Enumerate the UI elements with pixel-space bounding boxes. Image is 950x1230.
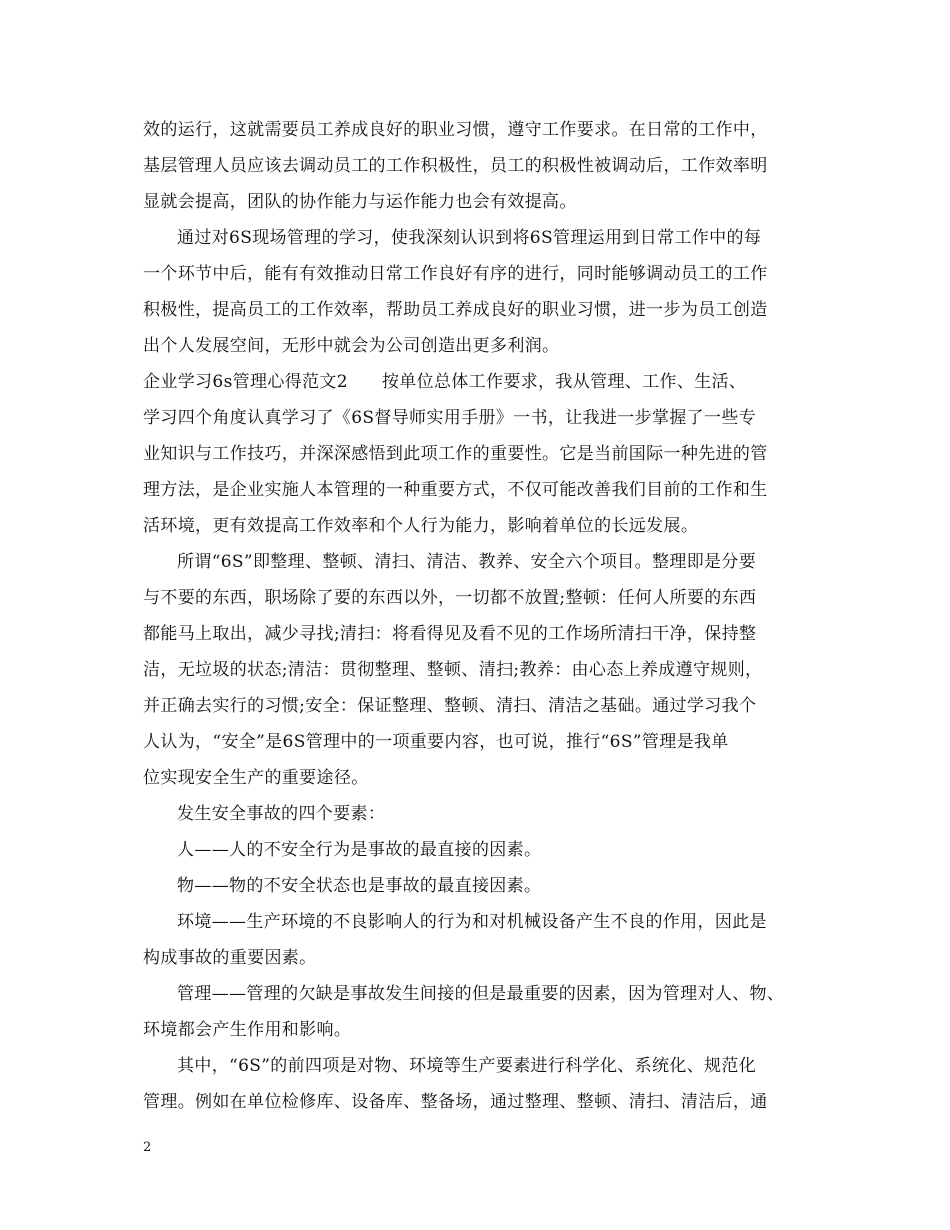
section-heading: 企业学习6s管理心得范文2: [143, 372, 348, 392]
page-number: 2: [143, 1140, 152, 1155]
body-line: 所谓“6S”即整理、整顿、清扫、清洁、教养、安全六个项目。整理即是分要: [177, 552, 757, 572]
body-line: 效的运行，这就需要员工养成良好的职业习惯，遵守工作要求。在日常的工作中，: [143, 120, 768, 140]
body-line: 管理。例如在单位检修库、设备库、整备场，通过整理、整顿、清扫、清洁后，通: [143, 1092, 768, 1112]
body-line: 并正确去实行的习惯;安全：保证整理、整顿、清扫、清洁之基础。通过学习我个: [143, 696, 757, 716]
body-line: 基层管理人员应该去调动员工的工作积极性，员工的积极性被调动后，工作效率明: [143, 156, 768, 176]
body-line: 都能马上取出，减少寻找;清扫：将看得见及看不见的工作场所清扫干净，保持整: [143, 624, 757, 644]
section-heading-line: [143, 371, 746, 393]
body-line: 通过对6S现场管理的学习，使我深刻认识到将6S管理运用到日常工作中的每: [177, 228, 762, 248]
body-line: 其中，“6S”的前四项是对物、环境等生产要素进行科学化、系统化、规范化: [177, 1056, 757, 1076]
body-line: 物——物的不安全状态也是事故的最直接因素。: [177, 876, 542, 896]
body-line: 环境都会产生作用和影响。: [143, 1020, 352, 1040]
body-line: 人——人的不安全行为是事故的最直接的因素。: [177, 840, 542, 860]
body-line: 与不要的东西，职场除了要的东西以外，一切都不放置;整顿：任何人所要的东西: [143, 588, 757, 608]
body-line: 管理——管理的欠缺是事故发生间接的但是最重要的因素，因为管理对人、物、: [177, 984, 785, 1004]
body-line: 学习四个角度认真学习了《6S督导师实用手册》一书，让我进一步掌握了一些专: [143, 408, 757, 428]
body-line: 业知识与工作技巧，并深深感悟到此项工作的重要性。它是当前国际一种先进的管: [143, 444, 768, 464]
body-line: 发生安全事故的四个要素：: [177, 804, 386, 824]
body-line: 位实现安全生产的重要途径。: [143, 768, 369, 788]
body-line: 环境——生产环境的不良影响人的行为和对机械设备产生不良的作用，因此是: [177, 912, 767, 932]
body-line: 一个环节中后，能有有效推动日常工作良好有序的进行，同时能够调动员工的工作: [143, 264, 768, 284]
body-line: 出个人发展空间，无形中就会为公司创造出更多利润。: [143, 336, 560, 356]
body-line: 人认为，“安全”是6S管理中的一项重要内容，也可说，推行“6S”管理是我单: [143, 732, 729, 752]
body-line: 活环境，更有效提高工作效率和个人行为能力，影响着单位的长远发展。: [143, 516, 699, 536]
body-line: 构成事故的重要因素。: [143, 948, 317, 968]
body-text: 按单位总体工作要求，我从管理、工作、生活、: [381, 372, 747, 392]
body-line: 积极性，提高员工的工作效率，帮助员工养成良好的职业习惯，进一步为员工创造: [143, 300, 768, 320]
body-line: 理方法，是企业实施人本管理的一种重要方式，不仅可能改善我们目前的工作和生: [143, 480, 768, 500]
body-line: 洁，无垃圾的状态;清洁：贯彻整理、整顿、清扫;教养：由心态上养成遵守规则，: [143, 660, 763, 680]
body-line: 显就会提高，团队的协作能力与运作能力也会有效提高。: [143, 192, 577, 212]
